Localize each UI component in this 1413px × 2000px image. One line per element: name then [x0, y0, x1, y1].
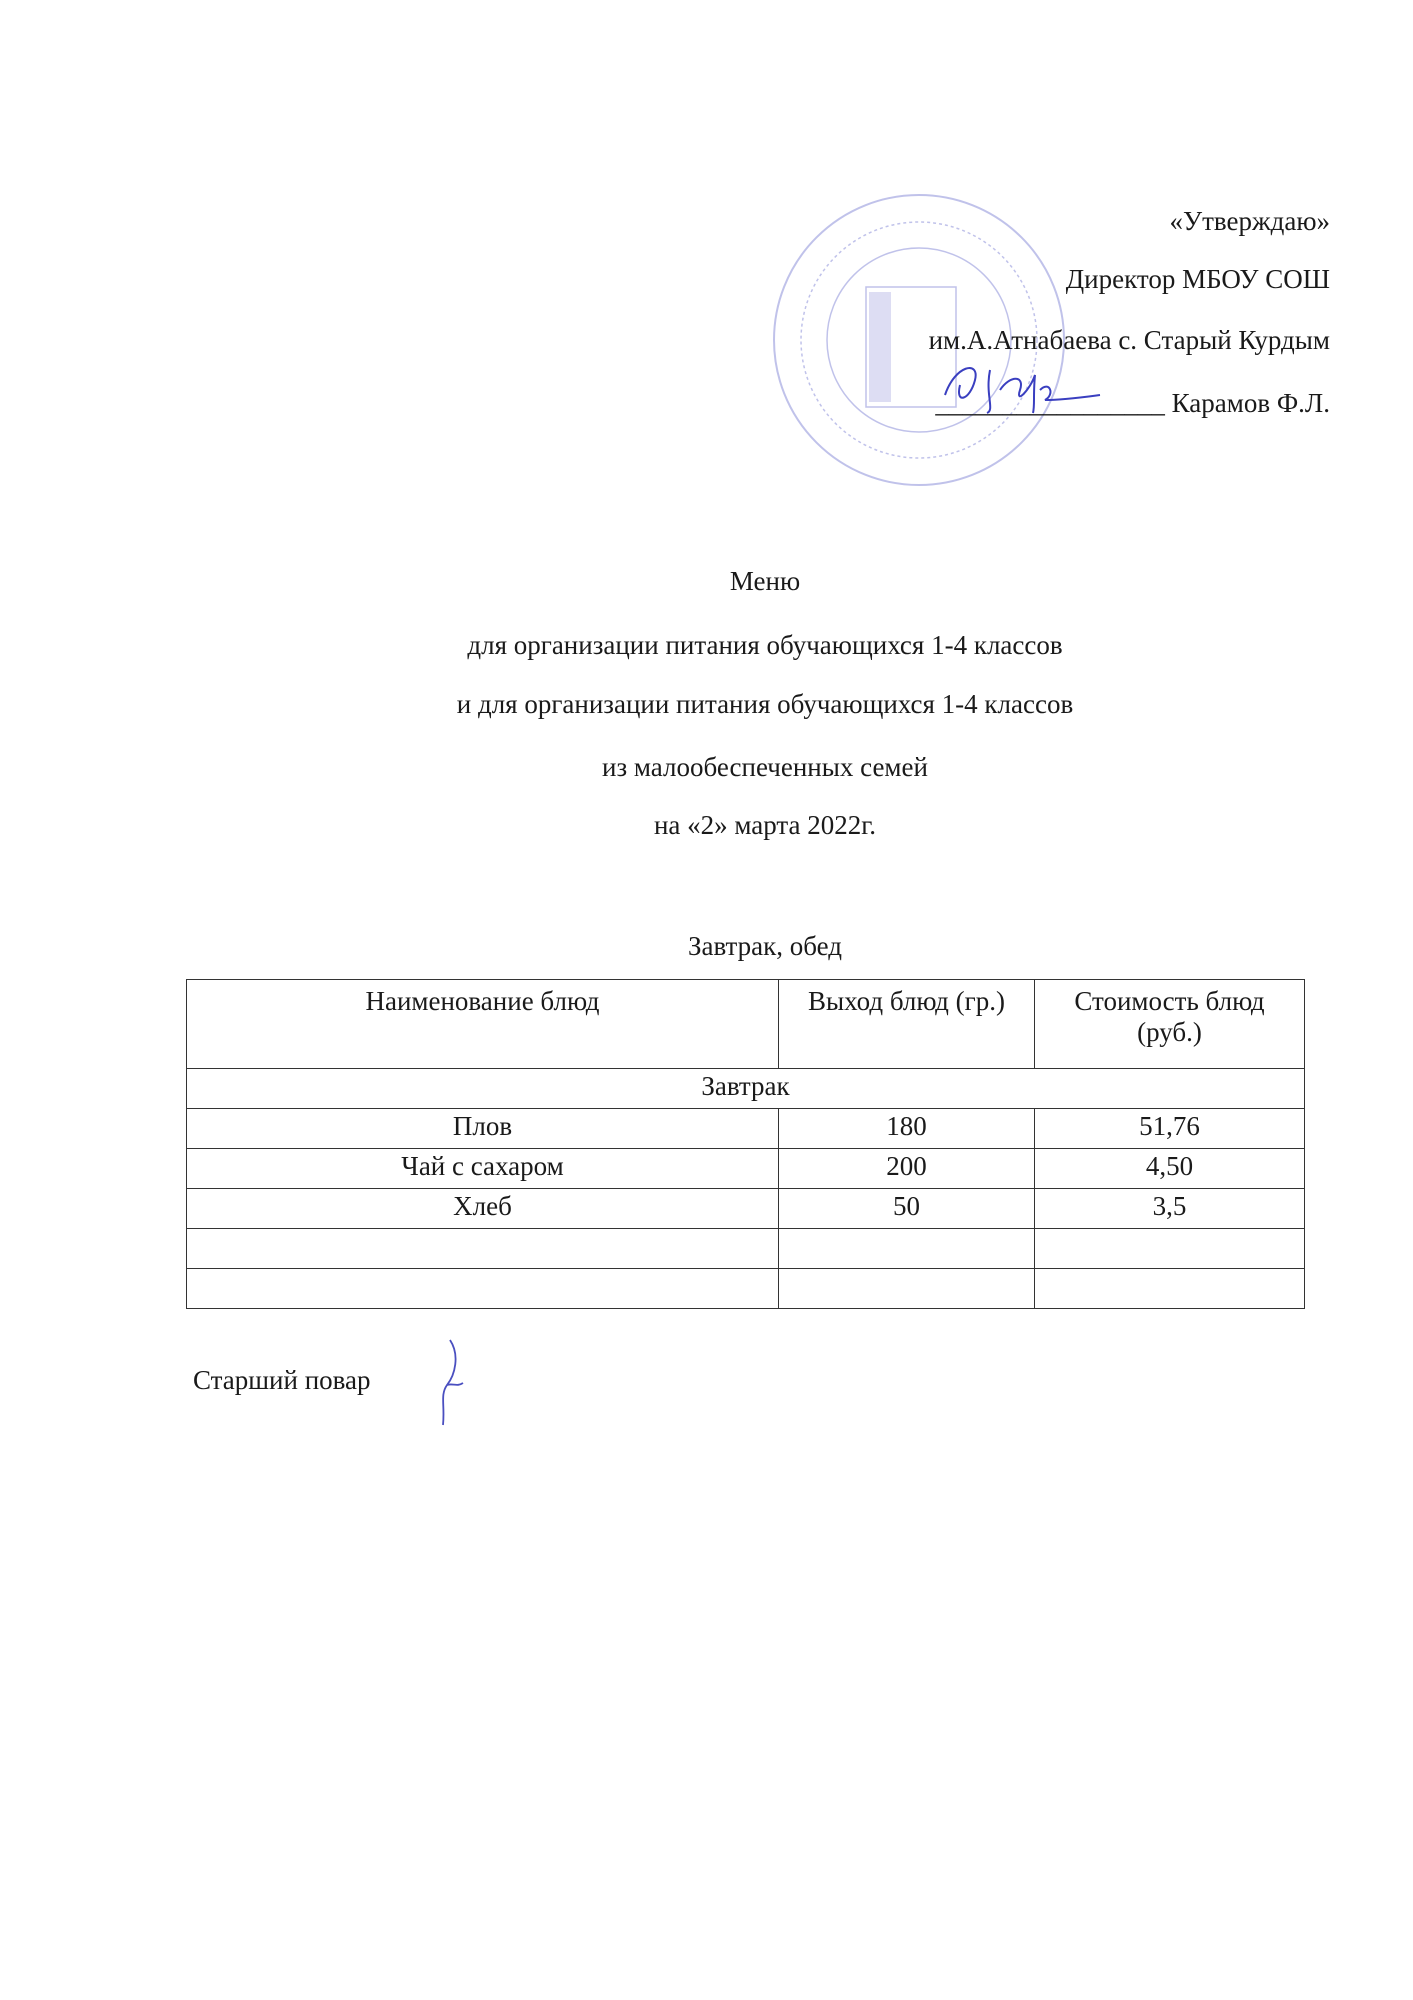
dish-portion	[779, 1269, 1035, 1309]
dish-portion: 200	[779, 1149, 1035, 1189]
table-row	[187, 1149, 1305, 1189]
dish-name	[187, 1269, 779, 1309]
menu-subtitle-2: и для организации питания обучающихся 1-4 классов	[456, 689, 1074, 719]
dish-name: Хлеб	[187, 1189, 779, 1229]
dish-name: Плов	[187, 1109, 779, 1149]
dish-portion: 50	[779, 1189, 1035, 1229]
dish-cost: 4,50	[1035, 1149, 1305, 1189]
menu-title: Меню	[729, 566, 801, 596]
dish-cost: 3,5	[1035, 1189, 1305, 1229]
dish-cost	[1035, 1229, 1305, 1269]
menu-subtitle-1: для организации питания обучающихся 1-4 классов	[467, 630, 1063, 660]
header-portion: Выход блюд (гр.)	[779, 980, 1035, 1069]
table-row-empty	[187, 1269, 1305, 1309]
approval-school: им.А.Атнабаева с. Старый Курдым	[928, 325, 1330, 355]
table-row-empty	[187, 1229, 1305, 1269]
director-signature	[935, 355, 1105, 415]
table-row	[187, 1109, 1305, 1149]
chef-signature	[425, 1335, 475, 1430]
chef-label: Старший повар	[193, 1365, 371, 1395]
dish-portion	[779, 1229, 1035, 1269]
dish-name: Чай с сахаром	[187, 1149, 779, 1189]
dish-name	[187, 1229, 779, 1269]
approval-position: Директор МБОУ СОШ	[1065, 264, 1330, 294]
menu-subtitle-3: из малообеспеченных семей	[602, 752, 928, 782]
header-dish-name: Наименование блюд	[187, 980, 779, 1069]
dish-cost	[1035, 1269, 1305, 1309]
dish-portion: 180	[779, 1109, 1035, 1149]
meal-title: Завтрак, обед	[687, 931, 843, 961]
section-row	[187, 1069, 1305, 1109]
table-header-row	[187, 980, 1305, 1069]
director-name: Карамов Ф.Л.	[1171, 388, 1330, 418]
header-cost: Стоимость блюд (руб.)	[1035, 980, 1305, 1069]
menu-table	[186, 979, 1305, 1309]
menu-date: на «2» марта 2022г.	[653, 810, 877, 840]
approval-title: «Утверждаю»	[1169, 206, 1330, 236]
table-row	[187, 1189, 1305, 1229]
section-breakfast: Завтрак	[187, 1069, 1305, 1109]
dish-cost: 51,76	[1035, 1109, 1305, 1149]
signature-line: _________________	[935, 388, 1165, 418]
